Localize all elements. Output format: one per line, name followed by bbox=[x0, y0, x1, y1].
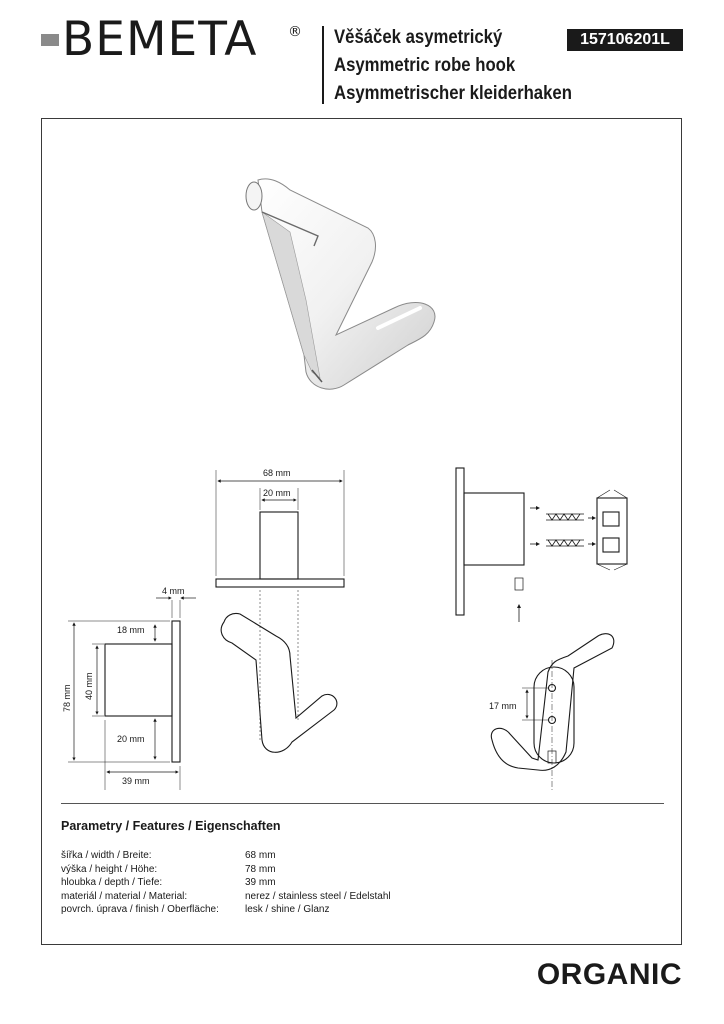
screw-upper bbox=[546, 514, 584, 520]
parameters-heading: Parametry / Features / Eigenschaften bbox=[61, 819, 281, 833]
parameter-row bbox=[61, 876, 391, 890]
back-view-plate bbox=[534, 667, 574, 763]
parameter-label: šířka / width / Breite: bbox=[61, 850, 152, 861]
parameters-table bbox=[61, 849, 391, 917]
parameter-row bbox=[61, 849, 391, 863]
brand-name: BEMETA bbox=[62, 12, 258, 67]
parameter-row bbox=[61, 890, 391, 904]
back-view bbox=[491, 634, 614, 790]
top-view-arm bbox=[260, 512, 298, 579]
parameter-value: 68 mm bbox=[245, 850, 276, 861]
title-english: Asymmetric robe hook bbox=[334, 55, 516, 76]
set-screw bbox=[515, 578, 523, 590]
parameter-row bbox=[61, 863, 391, 877]
section-divider bbox=[61, 803, 664, 804]
dim-depth: 39 mm bbox=[122, 776, 150, 786]
side-view-arm bbox=[105, 644, 172, 716]
hook-cap bbox=[246, 182, 262, 210]
dim-width-top: 20 mm bbox=[263, 488, 291, 498]
parameter-label: povrch. úprava / finish / Oberfläche: bbox=[61, 904, 219, 916]
dim-hole-spacing: 17 mm bbox=[489, 701, 517, 711]
front-view bbox=[221, 590, 337, 752]
title-german: Asymmetrischer kleiderhaken bbox=[334, 83, 572, 104]
install-wall-plate bbox=[456, 468, 464, 615]
install-arm bbox=[464, 493, 524, 565]
registered-mark: ® bbox=[288, 24, 302, 40]
parameter-label: materiál / material / Material: bbox=[61, 890, 188, 902]
product-photo bbox=[246, 179, 435, 389]
parameter-value: lesk / shine / Glanz bbox=[245, 904, 330, 916]
parameter-value: 39 mm bbox=[245, 877, 276, 889]
dim-thickness: 4 mm bbox=[162, 586, 185, 596]
parameter-row bbox=[61, 903, 391, 917]
parameter-value: nerez / stainless steel / Edelstahl bbox=[245, 890, 391, 902]
dim-plate-height: 40 mm bbox=[84, 672, 94, 700]
dim-upper-offset: 18 mm bbox=[117, 625, 145, 635]
screw-lower bbox=[546, 540, 584, 546]
top-view-base bbox=[216, 579, 344, 587]
parameter-label: hloubka / depth / Tiefe: bbox=[61, 877, 163, 889]
product-code-badge: 157106201L bbox=[567, 29, 683, 51]
title-czech: Věšáček asymetrický bbox=[334, 27, 503, 48]
wall-anchor bbox=[597, 498, 627, 564]
dim-lower-offset: 20 mm bbox=[117, 734, 145, 744]
dim-width-total: 68 mm bbox=[263, 468, 291, 478]
dim-total-height: 78 mm bbox=[62, 684, 72, 712]
front-view-hook bbox=[221, 613, 337, 752]
parameter-label: výška / height / Höhe: bbox=[61, 863, 158, 875]
side-view-plate bbox=[172, 621, 180, 762]
series-name: ORGANIC bbox=[536, 958, 682, 991]
installation-view bbox=[456, 468, 627, 622]
parameter-value: 78 mm bbox=[245, 863, 276, 875]
